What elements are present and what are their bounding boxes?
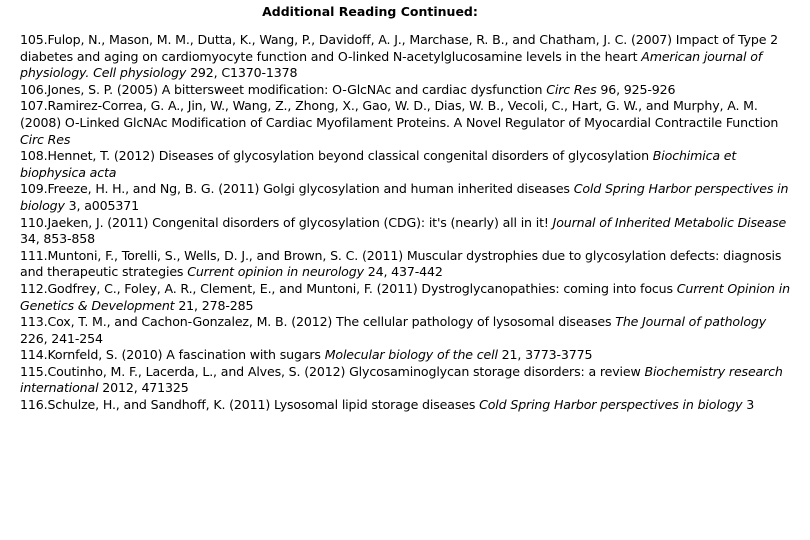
reference-number: 107. [20,98,48,114]
reference-detail: 34, 853-858 [20,231,96,247]
reference-text: Kornfeld, S. (2010) A fascination with sugars [47,347,325,363]
reference-number: 105. [20,32,48,47]
reference-item [20,347,792,364]
reference-detail: 96, 925-926 [596,81,676,97]
reference-text: Muntoni, F., Torelli, S., Wells, D. J., and Brown, S. C. (2011) Muscular dystrophies due to glycosylation defects: diagnosis and therapeutic strategies [20,247,782,280]
reference-item [20,32,792,82]
reference-item [20,364,792,397]
page-title: Additional Reading Continued: [262,4,478,19]
reference-number: 109. [20,181,48,197]
reference-detail: 3 [742,397,755,413]
reference-text: Coutinho, M. F., Lacerda, L., and Alves, S. (2012) Glycosaminoglycan storage disorders: a review [47,363,645,379]
reference-journal: The Journal of pathology [615,314,767,330]
reference-item [20,148,792,181]
reference-journal: Molecular biology of the cell [324,347,498,363]
reference-text: Freeze, H. H., and Ng, B. G. (2011) Golgi glycosylation and human inherited diseases [47,181,574,197]
reference-number: 114. [20,347,48,363]
reference-item [20,215,792,248]
reference-journal: Biochemistry research international [20,363,783,396]
reference-text: Fulop, N., Mason, M. M., Dutta, K., Wang, P., Davidoff, A. J., Marchase, R. B., and Chatham, J. C. (2007) Impact of Type 2 diabetes and aging on cardiomyocyte function and O-linked N-acetylglucosamine levels in the heart [20,32,779,64]
reference-number: 112. [20,280,48,296]
reference-number: 115. [20,363,48,379]
reference-detail: 24, 437-442 [363,264,443,280]
reference-text: Hennet, T. (2012) Diseases of glycosylation beyond classical congenital disorders of glycosylation [47,148,653,164]
reference-number: 108. [20,148,48,164]
reference-detail: 292, C1370-1378 [186,65,298,81]
reference-item [20,98,792,148]
reference-number: 111. [20,247,48,263]
reference-text: Cox, T. M., and Cachon-Gonzalez, M. B. (2012) The cellular pathology of lysosomal diseases [47,314,616,330]
reference-text: Jones, S. P. (2005) A bittersweet modification: O-GlcNAc and cardiac dysfunction [47,81,547,97]
reference-number: 116. [20,397,48,413]
reference-number: 113. [20,314,48,330]
reference-item [20,248,792,281]
reference-text: Jaeken, J. (2011) Congenital disorders of glycosylation (CDG): it's (nearly) all in it! [47,214,553,230]
reference-detail: 3, a005371 [64,197,139,213]
reference-journal: Journal of Inherited Metabolic Disease [552,214,787,230]
reference-number: 110. [20,214,48,230]
reference-item [20,181,792,214]
reference-item [20,314,792,347]
reference-journal: American journal of physiology. Cell physiology [20,48,763,81]
reference-detail: 2012, 471325 [98,380,189,396]
reference-number: 106. [20,81,48,97]
reference-journal: Cold Spring Harbor perspectives in biology [479,397,743,413]
reference-item [20,397,792,414]
reference-detail: 226, 241-254 [20,330,103,346]
reference-journal: Circ Res [20,131,71,147]
reference-journal: Biochimica et biophysica acta [20,148,737,180]
reference-text: Godfrey, C., Foley, A. R., Clement, E., and Muntoni, F. (2011) Dystroglycanopathies: coming into focus [47,280,677,296]
reference-journal: Circ Res [546,81,597,97]
reference-item [20,281,792,314]
reference-journal: Current Opinion in Genetics & Development [20,280,790,313]
reference-list [20,32,792,414]
reference-journal: Current opinion in neurology [187,264,364,280]
reference-detail: 21, 3773-3775 [497,347,593,363]
reference-item [20,82,792,99]
reference-text: Schulze, H., and Sandhoff, K. (2011) Lysosomal lipid storage diseases [47,397,480,413]
reference-text: Ramirez-Correa, G. A., Jin, W., Wang, Z., Zhong, X., Gao, W. D., Dias, W. B., Vecoli, C., Hart, G. W., and Murphy, A. M. (2008) O-Linked GlcNAc Modification of Cardiac Myofilament Proteins. A Novel Regulator of Myocardial Contractile Function [20,98,779,130]
reference-journal: Cold Spring Harbor perspectives in biology [20,181,789,213]
reference-detail: 21, 278-285 [174,297,254,313]
